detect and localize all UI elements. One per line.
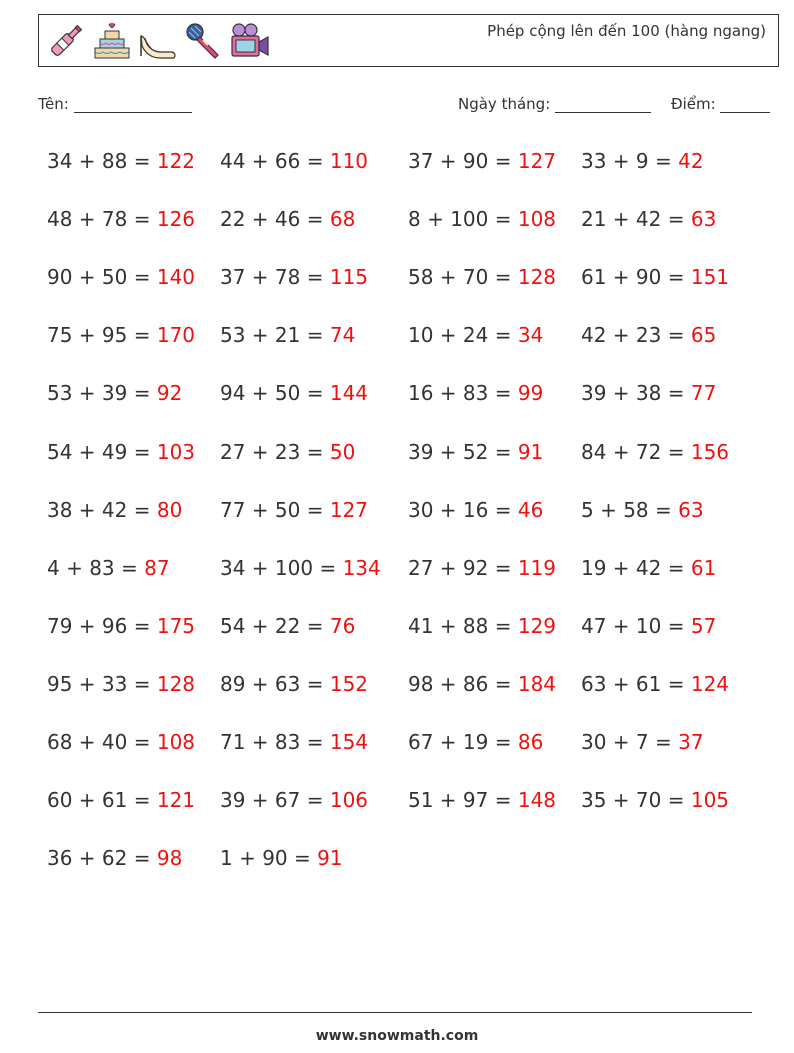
problem-item [581,265,729,289]
problem-answer: 144 [329,381,369,405]
problem-answer: 119 [517,556,557,580]
problem-question: 95 + 33 = [47,672,151,696]
problem-question: 19 + 42 = [581,556,685,580]
problem-answer: 50 [329,440,356,464]
date-label: Ngày tháng: [458,95,551,113]
problem-item [47,788,195,812]
problem-question: 16 + 83 = [408,381,512,405]
problem-question: 48 + 78 = [47,207,151,231]
problem-question: 47 + 10 = [581,614,685,638]
problem-answer: 124 [690,672,730,696]
problem-item [581,556,716,580]
score-blank [720,100,770,113]
problem-question: 39 + 67 = [220,788,324,812]
score-label: Điểm: [671,95,716,113]
problem-question: 30 + 16 = [408,498,512,522]
problem-question: 98 + 86 = [408,672,512,696]
problem-question: 1 + 90 = [220,846,311,870]
problem-answer: 76 [329,614,356,638]
problem-question: 8 + 100 = [408,207,512,231]
problem-answer: 87 [144,556,170,580]
worksheet-title: Phép cộng lên đến 100 (hàng ngang) [487,22,766,40]
problem-answer: 105 [690,788,730,812]
problem-answer: 63 [690,207,717,231]
problem-question: 34 + 88 = [47,149,151,173]
problem-answer: 106 [329,788,369,812]
problem-item [47,440,195,464]
problem-answer: 68 [329,207,356,231]
problem-answer: 61 [690,556,717,580]
problem-answer: 46 [517,498,544,522]
problem-answer: 57 [690,614,717,638]
problem-question: 67 + 19 = [408,730,512,754]
problem-question: 42 + 23 = [581,323,685,347]
problem-item [47,207,195,231]
problem-item [47,846,182,870]
problem-item [220,207,355,231]
problem-question: 58 + 70 = [408,265,512,289]
date-blank [555,100,651,113]
problem-answer: 127 [329,498,369,522]
problem-item [47,556,170,580]
problem-item [581,381,716,405]
problem-answer: 34 [517,323,544,347]
problem-item [220,265,368,289]
footer-divider [38,1012,752,1013]
problem-item [47,672,195,696]
problem-question: 68 + 40 = [47,730,151,754]
problem-item [47,323,195,347]
problem-item [581,149,704,173]
problem-question: 44 + 66 = [220,149,324,173]
problem-answer: 134 [342,556,381,580]
problem-item [408,498,543,522]
header-icons [45,19,271,63]
problem-answer: 151 [690,265,730,289]
problem-answer: 91 [517,440,544,464]
name-blank [74,100,192,113]
problem-question: 5 + 58 = [581,498,672,522]
problem-question: 84 + 72 = [581,440,685,464]
problem-question: 21 + 42 = [581,207,685,231]
problem-item [408,323,543,347]
problem-answer: 121 [156,788,196,812]
problem-question: 54 + 22 = [220,614,324,638]
problem-question: 90 + 50 = [47,265,151,289]
problem-answer: 129 [517,614,557,638]
problem-answer: 63 [678,498,704,522]
problem-question: 54 + 49 = [47,440,151,464]
name-label: Tên: [38,95,69,113]
problem-question: 22 + 46 = [220,207,324,231]
problem-question: 33 + 9 = [581,149,672,173]
problem-item [581,498,704,522]
problem-question: 94 + 50 = [220,381,324,405]
problem-question: 34 + 100 = [220,556,337,580]
problem-answer: 108 [517,207,557,231]
problem-item [581,440,729,464]
problem-question: 27 + 23 = [220,440,324,464]
problem-item [47,730,195,754]
problem-item [220,149,368,173]
problem-question: 61 + 90 = [581,265,685,289]
problem-item [220,381,368,405]
problem-question: 10 + 24 = [408,323,512,347]
problem-item [47,149,195,173]
problem-item [408,672,556,696]
problem-item [47,265,195,289]
problem-answer: 128 [517,265,557,289]
problem-question: 41 + 88 = [408,614,512,638]
problem-question: 77 + 50 = [220,498,324,522]
problem-answer: 115 [329,265,369,289]
problem-question: 71 + 83 = [220,730,324,754]
date-field [458,95,651,113]
problem-item [220,788,368,812]
problem-question: 30 + 7 = [581,730,672,754]
problem-item [220,556,381,580]
problem-question: 37 + 78 = [220,265,324,289]
problem-answer: 77 [690,381,717,405]
problem-item [220,730,368,754]
problem-question: 60 + 61 = [47,788,151,812]
score-field [671,95,770,113]
problem-item [408,207,556,231]
champagne-bottle-icon [45,20,87,62]
problem-item [408,556,556,580]
problem-question: 35 + 70 = [581,788,685,812]
problem-item [220,614,355,638]
problem-answer: 91 [317,846,343,870]
problem-question: 4 + 83 = [47,556,138,580]
header-box [38,14,779,67]
problem-item [581,788,729,812]
wedding-cake-icon [91,20,133,62]
problem-question: 39 + 38 = [581,381,685,405]
problem-item [581,730,704,754]
problem-answer: 170 [156,323,196,347]
problem-answer: 122 [156,149,196,173]
problem-item [581,614,716,638]
problem-question: 36 + 62 = [47,846,151,870]
problem-answer: 98 [156,846,183,870]
problem-answer: 110 [329,149,369,173]
footer-url: www.snowmath.com [315,1028,479,1044]
problem-item [220,440,355,464]
problem-answer: 126 [156,207,196,231]
problem-answer: 140 [156,265,196,289]
problem-answer: 42 [678,149,704,173]
problem-answer: 74 [329,323,356,347]
problem-item [408,440,543,464]
name-field [38,95,192,113]
problem-answer: 154 [329,730,369,754]
problem-answer: 103 [156,440,196,464]
problem-question: 89 + 63 = [220,672,324,696]
problem-item [581,207,716,231]
problem-item [408,265,556,289]
problem-item [408,381,543,405]
problem-item [408,614,556,638]
problem-item [220,672,368,696]
problem-answer: 128 [156,672,196,696]
problem-question: 63 + 61 = [581,672,685,696]
problem-answer: 37 [678,730,704,754]
problem-answer: 86 [517,730,544,754]
problem-answer: 92 [156,381,183,405]
problem-answer: 152 [329,672,369,696]
problem-question: 79 + 96 = [47,614,151,638]
problem-item [220,498,368,522]
problem-answer: 148 [517,788,557,812]
problem-answer: 108 [156,730,196,754]
problem-answer: 175 [156,614,196,638]
problem-question: 53 + 39 = [47,381,151,405]
problem-item [47,498,182,522]
problem-question: 38 + 42 = [47,498,151,522]
problem-answer: 80 [156,498,183,522]
problem-question: 51 + 97 = [408,788,512,812]
problem-item [220,846,343,870]
high-heel-shoe-icon [137,20,179,62]
movie-camera-icon [229,20,271,62]
problem-item [47,614,195,638]
problem-item [220,323,355,347]
problem-item [408,730,543,754]
problem-question: 27 + 92 = [408,556,512,580]
problem-item [47,381,182,405]
problem-answer: 99 [517,381,544,405]
problem-answer: 127 [517,149,557,173]
problem-answer: 184 [517,672,557,696]
problem-question: 53 + 21 = [220,323,324,347]
problem-answer: 65 [690,323,717,347]
problem-item [408,149,556,173]
problem-item [581,323,716,347]
microphone-icon [183,20,225,62]
problem-question: 75 + 95 = [47,323,151,347]
problem-question: 37 + 90 = [408,149,512,173]
problem-answer: 156 [690,440,730,464]
problem-question: 39 + 52 = [408,440,512,464]
problem-item [408,788,556,812]
problem-item [581,672,729,696]
